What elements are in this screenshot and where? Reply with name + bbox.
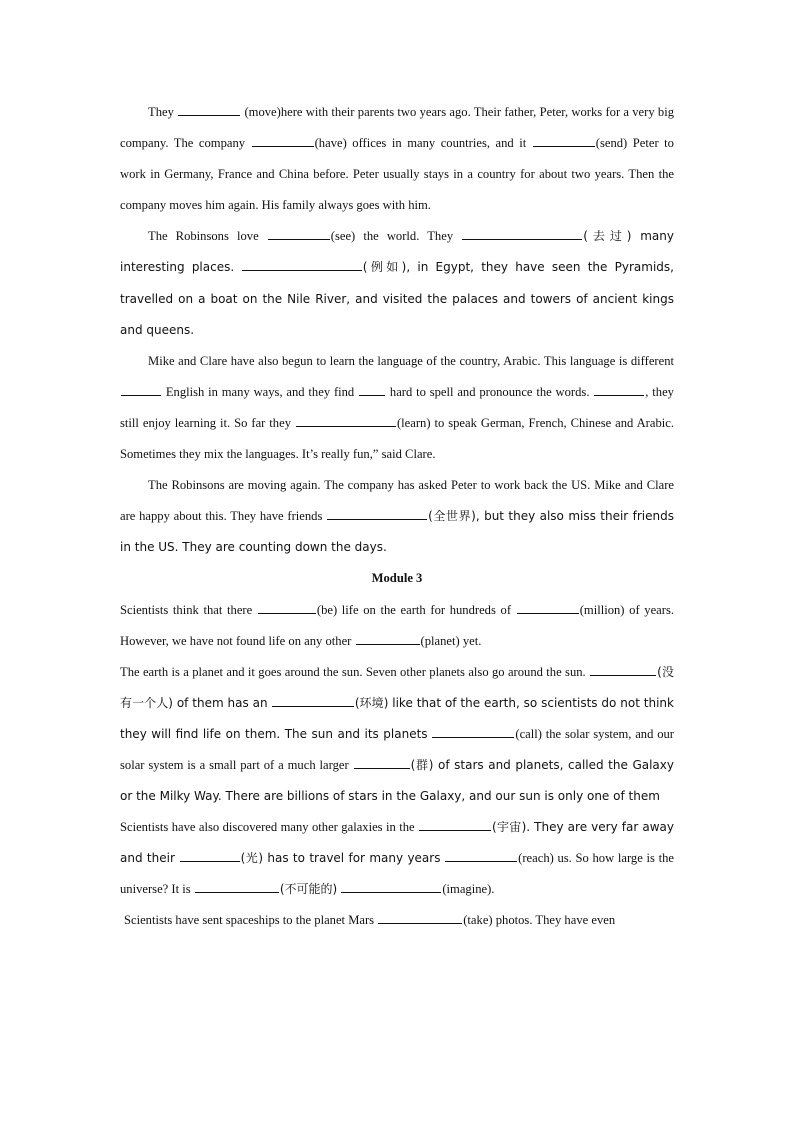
text-run: Scientists have also discovered many other galaxies in the [120,820,415,835]
answer-blank[interactable] [432,725,514,738]
module-3-heading: Module 3 [371,571,423,586]
answer-blank[interactable] [594,383,644,396]
text-run: hard to spell and pronounce the words. [389,384,590,399]
text-run: (不可能的) [279,882,338,897]
module2-paragraph-2 [120,221,674,345]
text-run: (例如), in Egypt, they have seen the Pyramids, travelled on a boat on the Nile River, and visited the palaces and towers of ancient kings and queens. [120,260,674,337]
answer-blank[interactable] [296,414,396,427]
document-content [120,97,674,937]
text-run: (宇宙). They are very far away and their [120,820,675,866]
module3-paragraph-2 [120,657,674,812]
answer-blank[interactable] [195,880,279,893]
answer-blank[interactable] [327,507,427,520]
answer-blank[interactable] [341,880,441,893]
text-run: , they still enjoy learning it. So far they [120,384,674,430]
text-run: The earth is a planet and it goes around the sun. Seven other planets also go around the sun. [120,664,586,679]
text-run: (环境) like that of the earth, so scientists do not think they will find life on them. The sun and its planets [120,695,674,741]
answer-blank[interactable] [517,601,579,614]
text-run: (million) of years. However, we have not found life on any other [120,602,675,648]
answer-blank[interactable] [533,134,595,147]
text-run: The Robinsons love [148,229,259,244]
text-run: Mike and Clare have also begun to learn the language of the country, Arabic. This language is different [148,353,674,368]
answer-blank[interactable] [242,258,362,271]
text-run: (take) photos. They have even [463,913,616,928]
module3-paragraph-4 [120,905,674,936]
module2-paragraph-4 [120,470,674,563]
answer-blank[interactable] [258,601,316,614]
text-run: (imagine). [442,882,495,897]
text-run: (send) Peter to work in Germany, France and China before. Peter usually stays in a country for about two years. Then the company moves him again. His family always goes with him. [120,136,674,213]
answer-blank[interactable] [419,818,491,831]
answer-blank[interactable] [121,383,161,396]
answer-blank[interactable] [252,134,314,147]
text-run: (be) life on the earth for hundreds of [316,602,512,617]
module2-paragraph-3 [120,346,674,470]
answer-blank[interactable] [356,632,420,645]
text-run: (learn) to speak German, French, Chinese and Arabic. Sometimes they mix the languages. It’s really fun,” said Clare. [120,415,675,462]
text-run: Scientists have sent spaceships to the planet Mars [124,913,375,928]
answer-blank[interactable] [268,227,330,240]
text-run: English in many ways, and they find [165,384,355,399]
text-run: (have) offices in many countries, and it [314,136,527,151]
answer-blank[interactable] [359,383,385,396]
answer-blank[interactable] [180,849,240,862]
text-run: (move)here with their parents two years ago. Their father, Peter, works for a very big company. The company [120,105,675,151]
text-run: (see) the world. They [330,229,454,244]
text-run: (call) the solar system, and our solar system is a small part of a much larger [120,726,674,772]
module3-paragraph-1 [120,595,674,657]
answer-blank[interactable] [378,911,462,924]
text-run: (全世界), but they also miss their friends in the US. They are counting down the days. [120,509,674,555]
text-run: (reach) us. So how large is the universe? It is [120,851,674,897]
answer-blank[interactable] [462,227,582,240]
module2-paragraph-1 [120,97,674,221]
text-run: (去过) many interesting places. [120,229,674,275]
answer-blank[interactable] [590,663,656,676]
text-run: The Robinsons are moving again. The company has asked Peter to work back the US. Mike and Clare are happy about this. They have friends [120,478,674,524]
text-run: (群) of stars and planets, called the Galaxy or the Milky Way. There are billions of stars in the Galaxy, and our sun is only one of them [120,757,674,804]
answer-blank[interactable] [272,694,354,707]
text-run: Scientists think that there [120,602,253,617]
module3-paragraph-3 [120,812,674,905]
text-run: (光) has to travel for many years [240,851,441,866]
answer-blank[interactable] [354,756,410,769]
answer-blank[interactable] [178,103,240,116]
text-run: (没有一个人) of them has an [120,664,674,710]
text-run: (planet) yet. [420,633,482,648]
answer-blank[interactable] [445,849,517,862]
text-run: They [148,105,174,119]
